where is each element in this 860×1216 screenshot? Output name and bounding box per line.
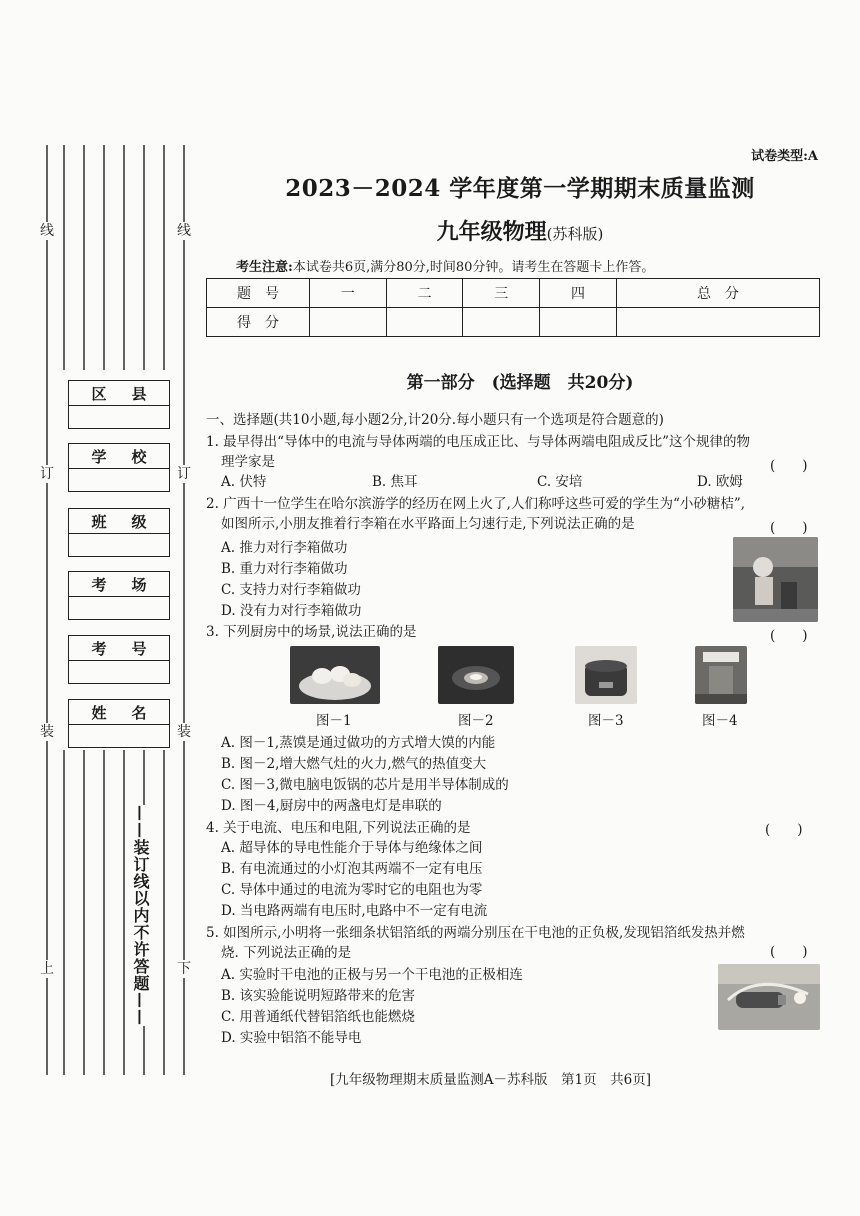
score-cell bbox=[386, 308, 463, 337]
q1-stem-line1: 1. 最早得出“导体中的电流与导体两端的电压成正比、与导体两端电阻成反比”这个规律的物 bbox=[206, 434, 750, 450]
figure-1-caption: 图－1 bbox=[316, 713, 352, 729]
binding-label-right-2: 订 bbox=[177, 466, 191, 482]
binding-label-left-4: 上 bbox=[40, 961, 54, 977]
exam-title: 2023－2024 学年度第一学期期末质量监测 bbox=[285, 175, 755, 202]
score-table-header bbox=[207, 279, 820, 308]
score-table bbox=[206, 278, 820, 337]
q2-option-a: A. 推力对行李箱做功 bbox=[221, 540, 348, 556]
binding-notice: ——装订线以内不许答题—— bbox=[128, 805, 152, 1026]
q3-option-a: A. 图－1,蒸馍是通过做功的方式增大馍的内能 bbox=[221, 735, 496, 751]
score-row-label: 得 分 bbox=[207, 308, 310, 337]
q5-option-c: C. 用普通纸代替铝箔纸也能燃烧 bbox=[221, 1009, 415, 1025]
q2-stem-line2: 如图所示,小朋友推着行李箱在水平路面上匀速行走,下列说法正确的是 bbox=[221, 516, 635, 532]
q5-option-b: B. 该实验能说明短路带来的危害 bbox=[221, 988, 416, 1004]
figure-2-gas-stove-photo bbox=[438, 646, 514, 704]
figure-4-caption: 图－4 bbox=[702, 713, 738, 729]
q4-option-d: D. 当电路两端有电压时,电路中不一定有电流 bbox=[221, 903, 488, 919]
q2-answer-paren[interactable]: ( ) bbox=[770, 520, 808, 536]
q4-option-b: B. 有电流通过的小灯泡其两端不一定有电压 bbox=[221, 861, 483, 877]
field-school[interactable]: 学 校 bbox=[68, 443, 170, 492]
page-footer: [九年级物理期末质量监测A－苏科版 第1页 共6页] bbox=[330, 1072, 651, 1088]
field-exam-number[interactable]: 考 号 bbox=[68, 635, 170, 684]
q4-option-a: A. 超导体的导电性能介于导体与绝缘体之间 bbox=[221, 840, 483, 856]
q5-option-a: A. 实验时干电池的正极与另一个干电池的正极相连 bbox=[221, 967, 523, 983]
binding-label-left-2: 订 bbox=[40, 466, 54, 482]
field-name[interactable]: 姓 名 bbox=[68, 699, 170, 748]
binding-label-left-3: 装 bbox=[40, 724, 54, 740]
q1-stem-line2: 理学家是 bbox=[221, 454, 275, 470]
candidate-notice: 考生注意:本试卷共6页,满分80分,时间80分钟。请考生在答题卡上作答。 bbox=[236, 260, 655, 275]
q3-answer-paren[interactable]: ( ) bbox=[770, 628, 808, 644]
q4-answer-paren[interactable]: ( ) bbox=[765, 822, 803, 838]
q3-option-d: D. 图－4,厨房中的两盏电灯是串联的 bbox=[221, 798, 442, 814]
q5-stem-line2: 烧. 下列说法正确的是 bbox=[221, 945, 352, 961]
q2-option-c: C. 支持力对行李箱做功 bbox=[221, 582, 361, 598]
q4-stem: 4. 关于电流、电压和电阻,下列说法正确的是 bbox=[206, 820, 471, 836]
q1-option-c: C. 安培 bbox=[537, 474, 583, 490]
score-header-cell: 题 号 bbox=[207, 279, 310, 308]
battery-foil-photo bbox=[718, 964, 820, 1030]
section-intro: 一、选择题(共10小题,每小题2分,计20分.每小题只有一个选项是符合题意的) bbox=[206, 412, 664, 428]
q2-option-b: B. 重力对行李箱做功 bbox=[221, 561, 348, 577]
score-table-row bbox=[207, 308, 820, 337]
q5-answer-paren[interactable]: ( ) bbox=[770, 944, 808, 960]
q2-stem-line1: 2. 广西十一位学生在哈尔滨游学的经历在网上火了,人们称呼这些可爱的学生为“小砂糖桔”, bbox=[206, 496, 746, 512]
score-header-cell: 二 bbox=[386, 279, 463, 308]
q3-option-c: C. 图－3,微电脑电饭锅的芯片是用半导体制成的 bbox=[221, 777, 509, 793]
exam-subtitle: 九年级物理(苏科版) bbox=[436, 219, 604, 245]
figure-2-caption: 图－2 bbox=[458, 713, 494, 729]
q2-option-d: D. 没有力对行李箱做功 bbox=[221, 603, 362, 619]
score-cell bbox=[616, 308, 819, 337]
q1-option-d: D. 欧姆 bbox=[697, 474, 743, 490]
figure-3-caption: 图－3 bbox=[588, 713, 624, 729]
score-header-cell: 四 bbox=[540, 279, 617, 308]
binding-label-right-3: 装 bbox=[177, 724, 191, 740]
q1-option-a: A. 伏特 bbox=[221, 474, 267, 490]
binding-label-right-4: 下 bbox=[177, 961, 191, 977]
luggage-photo bbox=[733, 537, 818, 622]
section-title: 第一部分 (选择题 共20分) bbox=[406, 373, 634, 393]
figure-1-steamer-photo bbox=[290, 646, 380, 704]
field-exam-room[interactable]: 考 场 bbox=[68, 571, 170, 620]
figure-3-rice-cooker-photo bbox=[575, 646, 637, 704]
paper-type: 试卷类型:A bbox=[751, 149, 818, 164]
score-header-cell: 三 bbox=[463, 279, 540, 308]
q5-stem-line1: 5. 如图所示,小明将一张细条状铝箔纸的两端分别压在干电池的正负极,发现铝箔纸发热并燃 bbox=[206, 925, 745, 941]
binding-label-left-1: 线 bbox=[40, 223, 54, 239]
q1-option-b: B. 焦耳 bbox=[372, 474, 418, 490]
score-header-cell: 总 分 bbox=[616, 279, 819, 308]
q4-option-c: C. 导体中通过的电流为零时它的电阻也为零 bbox=[221, 882, 483, 898]
q5-option-d: D. 实验中铝箔不能导电 bbox=[221, 1030, 362, 1046]
edition: (苏科版) bbox=[546, 225, 604, 243]
field-district[interactable]: 区 县 bbox=[68, 380, 170, 429]
score-header-cell: 一 bbox=[310, 279, 387, 308]
q3-stem: 3. 下列厨房中的场景,说法正确的是 bbox=[206, 624, 417, 640]
score-cell bbox=[463, 308, 540, 337]
score-cell bbox=[540, 308, 617, 337]
score-cell bbox=[310, 308, 387, 337]
field-class[interactable]: 班 级 bbox=[68, 508, 170, 557]
figure-4-kitchen-lights-photo bbox=[695, 646, 747, 704]
q3-option-b: B. 图－2,增大燃气灶的火力,燃气的热值变大 bbox=[221, 756, 487, 772]
binding-label-right-1: 线 bbox=[177, 223, 191, 239]
q1-answer-paren[interactable]: ( ) bbox=[770, 458, 808, 474]
